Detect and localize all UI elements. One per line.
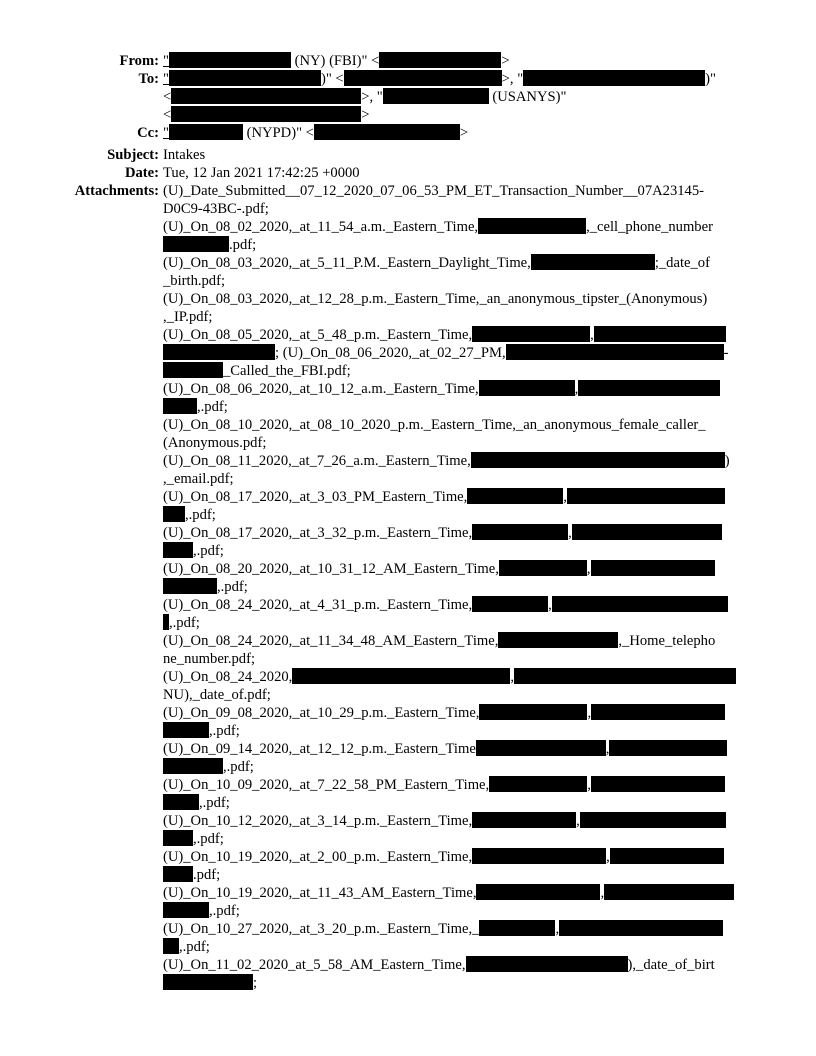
line-text: (U)_On_11_02_2020_at_5_58_AM_Eastern_Time, [163,957,466,973]
line-text: NU),_date_of.pdf; [163,687,271,703]
line-text: ,.pdf; [193,543,224,559]
line-text: > [361,107,370,123]
date-label: Date: [124,165,159,181]
redaction-bar [169,70,321,86]
line-text: ,.pdf; [193,831,224,847]
from-label: From: [119,53,159,69]
redaction-bar [604,884,734,900]
redaction-bar [169,52,291,68]
redaction-bar [479,920,555,936]
to-row [0,70,816,124]
text-line [163,452,760,470]
text-line [163,776,760,794]
line-text: (U)_On_08_03_2020,_at_5_11_P.M._Eastern_Daylight_Time, [163,255,531,271]
text-line [163,668,760,686]
text-line [163,866,760,884]
redaction-bar [476,884,600,900]
text-line [163,884,760,902]
redaction-bar [471,452,725,468]
redaction-bar [499,560,587,576]
from-value [163,52,760,70]
line-text: (NY) (FBI)" < [290,53,380,69]
redaction-bar [498,632,618,648]
line-text: >, " [501,71,524,87]
redaction-bar [163,344,275,360]
email-document [0,52,816,992]
line-text: (U)_Date_Submitted__07_12_2020_07_06_53_PM_ET_Transaction_Number__07A23145- [163,183,705,199]
subject-label: Subject: [107,147,159,163]
subject-value: Intakes [163,147,206,163]
redaction-bar [472,326,590,342]
line-text: ) [724,453,730,469]
text-line [163,596,760,614]
text-line [163,344,760,362]
line-text: (U)_On_08_05_2020,_at_5_48_p.m._Eastern_Time, [163,327,473,343]
cc-value [163,124,760,142]
line-text: )" [705,71,716,87]
redaction-bar [171,106,361,122]
redaction-bar [523,70,705,86]
line-text: (U)_On_08_17_2020,_at_3_32_p.m._Eastern_Time, [163,525,473,541]
attachments-label: Attachments: [74,183,159,199]
line-text: > [501,53,510,69]
line-text: ,.pdf; [223,759,254,775]
text-line [163,182,760,200]
line-text: (NYPD)" < [242,125,314,141]
line-text: , [590,327,594,343]
text-line [163,542,760,560]
line-text: (U)_On_08_02_2020,_at_11_54_a.m._Eastern_Time, [163,219,479,235]
line-text: ),_date_of_birt [627,957,715,973]
redaction-bar [383,88,489,104]
line-text: < [163,89,172,105]
line-text: , [606,849,610,865]
text-line [163,416,760,434]
line-text: " [163,71,169,87]
text-line [163,124,760,142]
line-text: (U)_On_08_20_2020,_at_10_31_12_AM_Eastern_Time, [163,561,499,577]
line-text: , [576,813,580,829]
redaction-bar [489,776,587,792]
text-line [163,106,760,124]
text-line [163,830,760,848]
text-line [163,88,760,106]
redaction-bar [163,866,193,882]
text-line [163,290,760,308]
text-line [163,398,760,416]
redaction-bar [163,236,229,252]
line-text: (U)_On_10_19_2020,_at_2_00_p.m._Eastern_Time, [163,849,473,865]
line-text: (U)_On_08_24_2020, [163,669,293,685]
date-row [0,164,816,182]
text-line [163,218,760,236]
line-text: (U)_On_08_24_2020,_at_11_34_48_AM_Eastern_Time, [163,633,499,649]
line-text: (U)_On_08_03_2020,_at_12_28_p.m._Eastern_Time,_an_anonymous_tipster_(Anonymous) [163,291,708,307]
line-text: _birth.pdf; [163,273,226,289]
text-line [163,362,760,380]
cc-label: Cc: [137,125,159,141]
redaction-bar [466,956,628,972]
redaction-bar [506,344,724,360]
text-line [163,326,760,344]
redaction-bar [578,380,720,396]
line-text: , [555,921,560,937]
redaction-bar [467,488,563,504]
text-line [163,740,760,758]
line-text: (U)_On_10_19_2020,_at_11_43_AM_Eastern_Time, [163,885,477,901]
line-text: ,.pdf; [185,507,216,523]
redaction-bar [163,830,193,846]
text-line [163,470,760,488]
line-text: , [605,741,610,757]
redaction-bar [591,560,715,576]
redaction-bar [163,506,185,522]
line-text: (U)_On_08_11_2020,_at_7_26_a.m._Eastern_Time, [163,453,471,469]
to-value [163,70,760,124]
text-line [163,52,760,70]
text-line [163,650,760,668]
line-text: ; [253,975,258,991]
line-text: , [563,489,567,505]
text-line [163,938,760,956]
line-text: , [548,597,552,613]
redaction-bar [552,596,728,612]
redaction-bar [171,88,361,104]
text-line [163,308,760,326]
line-text: ;_date_of [654,255,710,271]
to-label: To: [138,71,159,87]
redaction-bar [169,124,243,140]
redaction-bar [163,542,193,558]
text-line [163,560,760,578]
line-text: ,_cell_phone_number [586,219,713,235]
text-line [163,686,760,704]
redaction-bar [472,848,606,864]
redaction-bar [559,920,723,936]
line-text: ,_IP.pdf; [163,309,213,325]
attachments-list [163,182,760,992]
text-line [163,956,760,974]
redaction-bar [610,848,724,864]
line-text: _Called_the_FBI.pdf; [223,363,351,379]
line-text: ,.pdf; [199,795,230,811]
redaction-bar [567,488,725,504]
date-value: Tue, 12 Jan 2021 17:42:25 +0000 [163,165,360,181]
text-line [163,758,760,776]
line-text: (U)_On_10_09_2020,_at_7_22_58_PM_Eastern_Time, [163,777,490,793]
text-line [163,254,760,272]
text-line [163,488,760,506]
line-text: ,.pdf; [217,579,248,595]
line-text: (U)_On_09_08_2020,_at_10_29_p.m._Eastern_Time, [163,705,480,721]
line-text: (Anonymous.pdf; [163,435,267,451]
redaction-bar [314,124,460,140]
text-line [163,848,760,866]
redaction-bar [594,326,726,342]
text-line [163,704,760,722]
text-line [163,70,760,88]
text-line [163,920,760,938]
redaction-bar [591,704,725,720]
line-text: >, " [361,89,383,105]
redaction-bar [163,974,253,990]
line-text: ,.pdf; [197,399,228,415]
line-text: ,.pdf; [209,903,240,919]
redaction-bar [163,794,199,810]
redaction-bar [163,758,223,774]
line-text: ; (U)_On_08_06_2020,_at_02_27_PM, [275,345,506,361]
line-text: ,.pdf; [169,615,200,631]
line-text: (U)_On_10_27_2020,_at_3_20_p.m._Eastern_Time,_ [163,921,480,937]
text-line [163,506,760,524]
redaction-bar [580,812,726,828]
from-row [0,52,816,70]
text-line [163,578,760,596]
line-text: , [510,669,514,685]
text-line [163,380,760,398]
line-text: )" < [320,71,344,87]
text-line [163,272,760,290]
redaction-bar [472,524,568,540]
line-text: " [163,53,169,69]
line-text: D0C9-43BC-.pdf; [163,201,269,217]
text-line [163,236,760,254]
redaction-bar [163,722,209,738]
redaction-bar [478,218,586,234]
line-text: < [163,107,172,123]
redaction-bar [163,902,209,918]
redaction-bar [163,938,179,954]
text-line [163,722,760,740]
line-text: ,.pdf; [209,723,240,739]
redaction-bar [344,70,502,86]
line-text: (U)_On_10_12_2020,_at_3_14_p.m._Eastern_Time, [163,813,473,829]
line-text: ,_email.pdf; [163,471,234,487]
redaction-bar [163,362,223,378]
line-text: (USANYS)" [488,89,567,105]
redaction-bar [163,578,217,594]
line-text: (U)_On_08_24_2020,_at_4_31_p.m._Eastern_Time, [163,597,473,613]
line-text: > [459,125,469,141]
line-text: , [568,525,572,541]
line-text: ne_number.pdf; [163,651,256,667]
line-text: , [586,561,591,577]
line-text: , [574,381,579,397]
text-line [163,974,760,992]
text-line [163,524,760,542]
line-text: (U)_On_09_14_2020,_at_12_12_p.m._Eastern_Time [163,741,476,757]
redaction-bar [514,668,736,684]
redaction-bar [572,524,722,540]
cc-row [0,124,816,142]
text-line [163,434,760,452]
line-text: (U)_On_08_10_2020,_at_08_10_2020_p.m._Eastern_Time,_an_anonymous_female_caller_ [163,417,706,433]
redaction-bar [609,740,727,756]
text-line [163,794,760,812]
redaction-bar [591,776,725,792]
redaction-bar [163,398,197,414]
attachments-row [0,182,816,992]
line-text: ,.pdf; [179,939,210,955]
text-line [163,614,760,632]
line-text: , [587,777,591,793]
line-text: .pdf; [193,867,221,883]
text-line [163,632,760,650]
redaction-bar [472,812,576,828]
line-text: ,_Home_telepho [618,633,716,649]
line-text: (U)_On_08_06_2020,_at_10_12_a.m._Eastern_Time, [163,381,479,397]
line-text: .pdf; [229,237,257,253]
line-text: (U)_On_08_17_2020,_at_3_03_PM_Eastern_Time, [163,489,468,505]
text-line [163,902,760,920]
redaction-bar [479,704,587,720]
redaction-bar [476,740,606,756]
line-text: - [723,345,729,361]
redaction-bar [379,52,501,68]
redaction-bar [531,254,655,270]
redaction-bar [472,596,548,612]
line-text: , [600,885,605,901]
redaction-bar [292,668,510,684]
line-text: " [163,125,169,141]
line-text: , [587,705,592,721]
redaction-bar [479,380,575,396]
text-line [163,812,760,830]
text-line [163,200,760,218]
subject-row [0,146,816,164]
